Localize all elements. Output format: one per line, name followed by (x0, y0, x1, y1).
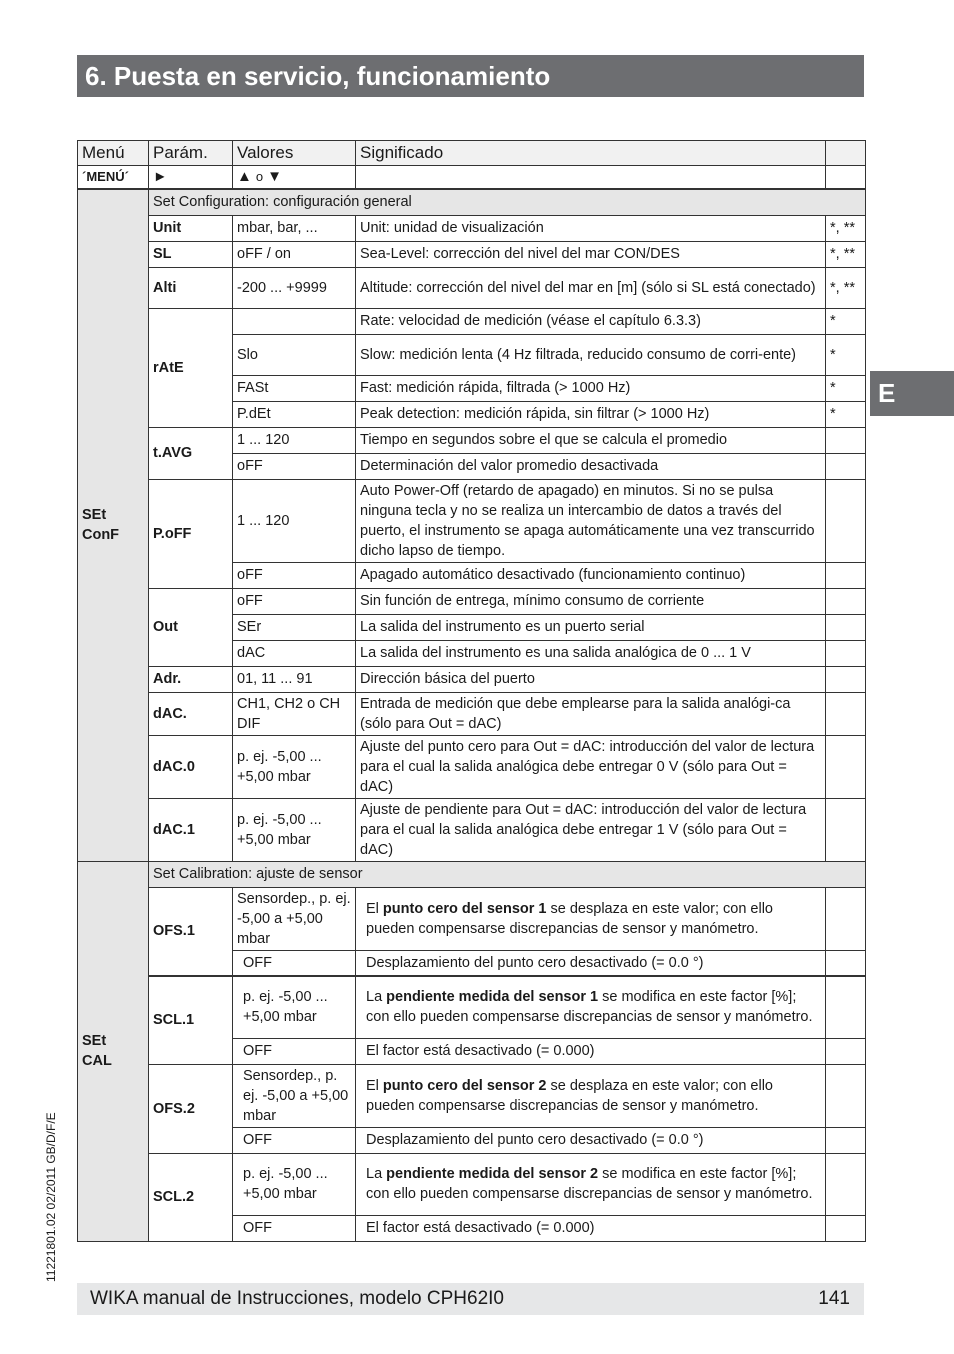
table-row: oFF Determinación del valor promedio desactivada (78, 453, 866, 479)
menu-navigation-row (78, 166, 866, 190)
conf-section-title: Set Configuration: configuración general (149, 189, 866, 215)
table-row: t.AVG 1 ... 120 Tiempo en segundos sobre el que se calcula el promedio (78, 427, 866, 453)
header-meaning: Significado (356, 141, 826, 166)
table-row: rAtE Rate: velocidad de medición (véase el capítulo 6.3.3) * (78, 308, 866, 334)
table-row: Adr. 01, 11 ... 91 Dirección básica del puerto (78, 666, 866, 692)
table-row: OFS.2 Sensordep., p. ej. -5,00 a +5,00 mbar El punto cero del sensor 2 se desplaza en este valor; con ello pueden compensarse discrepancias de sensor y manómetro. (78, 1064, 866, 1127)
table-row: oFF Apagado automático desactivado (funcionamiento continuo) (78, 562, 866, 588)
page-footer (77, 1283, 864, 1315)
up-arrow-icon: ▲ (237, 168, 252, 185)
table-row: Slo Slow: medición lenta (4 Hz filtrada, reducido consumo de corri-ente) * (78, 334, 866, 375)
document-code: 11221801.02 02/2011 GB/D/F/E (44, 1112, 58, 1282)
table-row: SL oFF / on Sea-Level: corrección del nivel del mar CON/DES *, ** (78, 241, 866, 267)
table-row: dAC. CH1, CH2 o CH DIF Entrada de medición que debe emplearse para la salida analógi-ca (sólo para Out = dAC) (78, 692, 866, 735)
footer-text: WIKA manual de Instrucciones, modelo CPH62I0 (90, 1288, 504, 1309)
table-row: SEr La salida del instrumento es un puerto serial (78, 614, 866, 640)
table-row: Unit mbar, bar, ... Unit: unidad de visualización *, ** (78, 215, 866, 241)
header-note (826, 141, 866, 166)
down-arrow-icon: ▼ (267, 168, 283, 185)
value-keys: ▲ o ▼ (233, 166, 356, 190)
header-values: Valores (233, 141, 356, 166)
header-param: Parám. (149, 141, 233, 166)
table-row: dAC.1 p. ej. -5,00 ... +5,00 mbar Ajuste de pendiente para Out = dAC: introducción del valor de lectura para el cual la salida analógica debe entregar 1 V (sólo para Out = dAC) (78, 798, 866, 861)
page-number: 141 (818, 1288, 850, 1309)
page-title: 6. Puesta en servicio, funcionamiento (85, 61, 551, 91)
param-key-arrow: ► (149, 166, 233, 190)
cal-section-row (78, 861, 866, 887)
table-row: Alti -200 ... +9999 Altitude: corrección del nivel del mar en [m] (sólo si SL está conectado) *, ** (78, 267, 866, 308)
table-row: OFS.1 Sensordep., p. ej. -5,00 a +5,00 mbar El punto cero del sensor 1 se desplaza en este valor; con ello pueden compensarse discrepancias de sensor y manómetro. (78, 887, 866, 950)
cal-section-title: Set Calibration: ajuste de sensor (149, 861, 866, 887)
table-row: SCL.1 p. ej. -5,00 ... +5,00 mbar La pendiente medida del sensor 1 se modifica en este factor [%]; con ello pueden compensarse discrepancias de sensor y manómetro. (78, 976, 866, 1038)
parameter-table (77, 140, 866, 1242)
table-row: OFF El factor está desactivado (= 0.000) (78, 1215, 866, 1241)
table-row: OFF El factor está desactivado (= 0.000) (78, 1038, 866, 1064)
table-row: dAC.0 p. ej. -5,00 ... +5,00 mbar Ajuste del punto cero para Out = dAC: introducción del valor de lectura para el cual la salida analógica debe entregar 0 V (sólo para Out = dAC) (78, 735, 866, 798)
table-row: OFF Desplazamiento del punto cero desactivado (= 0.0 °) (78, 950, 866, 976)
table-row: OFF Desplazamiento del punto cero desactivado (= 0.0 °) (78, 1127, 866, 1153)
conf-section-row (78, 189, 866, 215)
menu-key-label: ´MENÚ´ (78, 166, 149, 190)
header-menu: Menú (78, 141, 149, 166)
table-row: Out oFF Sin función de entrega, mínimo consumo de corriente (78, 588, 866, 614)
conf-group-label: SEt ConF (78, 189, 149, 861)
table-row: P.dEt Peak detection: medición rápida, sin filtrar (> 1000 Hz) * (78, 401, 866, 427)
table-header-row (78, 141, 866, 166)
cal-group-label: SEt CAL (78, 861, 149, 1241)
table-row: FASt Fast: medición rápida, filtrada (> 1000 Hz) * (78, 375, 866, 401)
table-row: dAC La salida del instrumento es una salida analógica de 0 ... 1 V (78, 640, 866, 666)
table-row: SCL.2 p. ej. -5,00 ... +5,00 mbar La pendiente medida del sensor 2 se modifica en este factor [%]; con ello pueden compensarse discrepancias de sensor y manómetro. (78, 1153, 866, 1215)
language-tab (870, 371, 954, 416)
table-row: P.oFF 1 ... 120 Auto Power-Off (retardo de apagado) en minutos. Si no se pulsa ninguna tecla y no se realiza un intercambio de datos a través del puerto, el instrumento se apaga automáticamente una vez transcurrido dicho lapso de tiempo. (78, 479, 866, 562)
section-title-bar (77, 55, 864, 97)
language-tab-label: E (878, 378, 896, 408)
